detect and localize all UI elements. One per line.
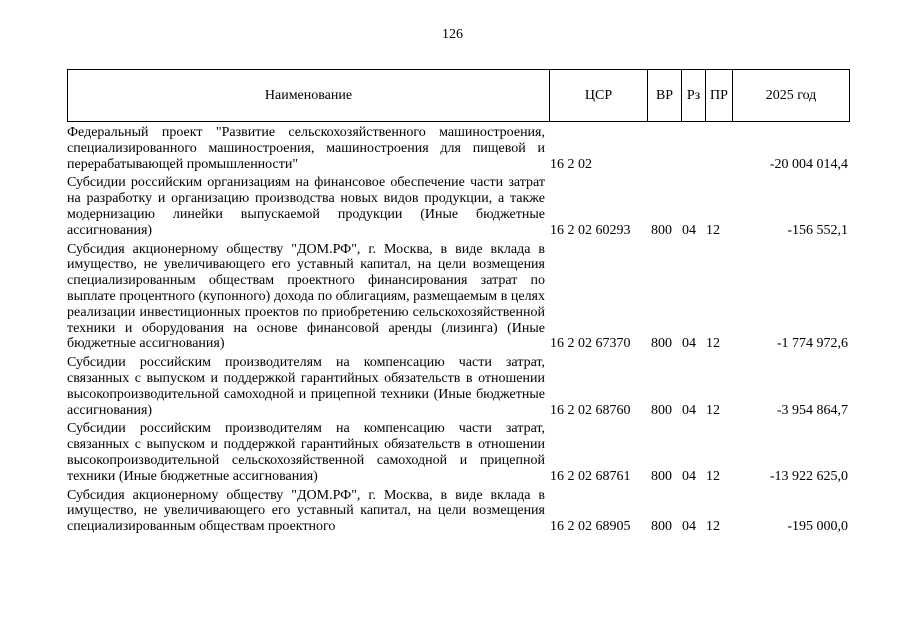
row-sum: -13 922 625,0 [769, 468, 848, 484]
row-csr: 16 2 02 67370 [550, 336, 631, 352]
table-row [67, 125, 850, 172]
row-rz: 04 [682, 336, 696, 352]
row-rz: 04 [682, 222, 696, 238]
header-year: 2025 год [732, 70, 849, 121]
row-csr: 16 2 02 [550, 156, 592, 172]
header-name: Наименование [264, 88, 353, 103]
table-row [67, 242, 850, 353]
row-name: Субсидия акционерному обществу "ДОМ.РФ", г. Москва, в виде вклада в имущество, не увеличивающего его уставный капитал, на цели возмещения специализированным обществам проектного [67, 487, 545, 535]
header-vr: ВР [647, 70, 681, 121]
table-row [67, 488, 850, 535]
header-rz: Рз [681, 70, 705, 121]
table-body [67, 125, 850, 538]
row-sum: -3 954 864,7 [776, 402, 848, 418]
page-number: 126 [442, 27, 463, 42]
row-vr: 800 [651, 402, 672, 418]
row-pr: 12 [706, 222, 720, 238]
row-rz: 04 [682, 402, 696, 418]
row-vr: 800 [651, 468, 672, 484]
row-name: Субсидия акционерному обществу "ДОМ.РФ", г. Москва, в виде вклада в имущество, не увеличивающего его уставный капитал, на цели возмещения специализированным обществам проектного финансирования затрат по выплате процентного (купонного) дохода по облигациям, размещаемым в целях реализации инвестиционных проектов по приобретению сельскохозяйственной техники и оборудования на основе финансовой аренды (лизинга) (Иные бюджетные ассигнования) [67, 241, 545, 352]
table-row [67, 175, 850, 238]
row-csr: 16 2 02 68905 [550, 519, 631, 535]
row-sum: -1 774 972,6 [776, 336, 848, 352]
row-csr: 16 2 02 60293 [550, 222, 631, 238]
header-pr: ПР [705, 70, 732, 121]
row-pr: 12 [706, 519, 720, 535]
row-name: Субсидии российским производителям на компенсацию части затрат, связанных с выпуском и поддержкой гарантийных обязательств в отношении высокопроизводительной сельскохозяйственной самоходной и прицепной техники (Иные бюджетные ассигнования) [67, 421, 545, 484]
row-name: Субсидии российским организациям на финансовое обеспечение части затрат на разработку и организацию производства новых видов продукции, а также модернизацию линейки выпускаемой продукции (Иные бюджетные ассигнования) [67, 175, 545, 238]
row-pr: 12 [706, 336, 720, 352]
row-sum: -20 004 014,4 [769, 156, 848, 172]
row-name: Субсидии российским производителям на компенсацию части затрат, связанных с выпуском и поддержкой гарантийных обязательств в отношении высокопроизводительной самоходной и прицепной техники (Иные бюджетные ассигнования) [67, 355, 545, 418]
table-row [67, 421, 850, 484]
row-name: Федеральный проект "Развитие сельскохозяйственного машиностроения, специализированного машиностроения, машиностроения для пищевой и перерабатывающей промышленности" [67, 125, 545, 172]
row-rz: 04 [682, 468, 696, 484]
row-csr: 16 2 02 68760 [550, 402, 631, 418]
table-header [67, 69, 850, 122]
row-pr: 12 [706, 402, 720, 418]
row-csr: 16 2 02 68761 [550, 468, 631, 484]
row-pr: 12 [706, 468, 720, 484]
row-sum: -195 000,0 [787, 519, 848, 535]
row-vr: 800 [651, 336, 672, 352]
row-sum: -156 552,1 [787, 222, 848, 238]
row-rz: 04 [682, 519, 696, 535]
table-row [67, 355, 850, 418]
header-csr: ЦСР [549, 70, 647, 121]
row-vr: 800 [651, 519, 672, 535]
row-vr: 800 [651, 222, 672, 238]
